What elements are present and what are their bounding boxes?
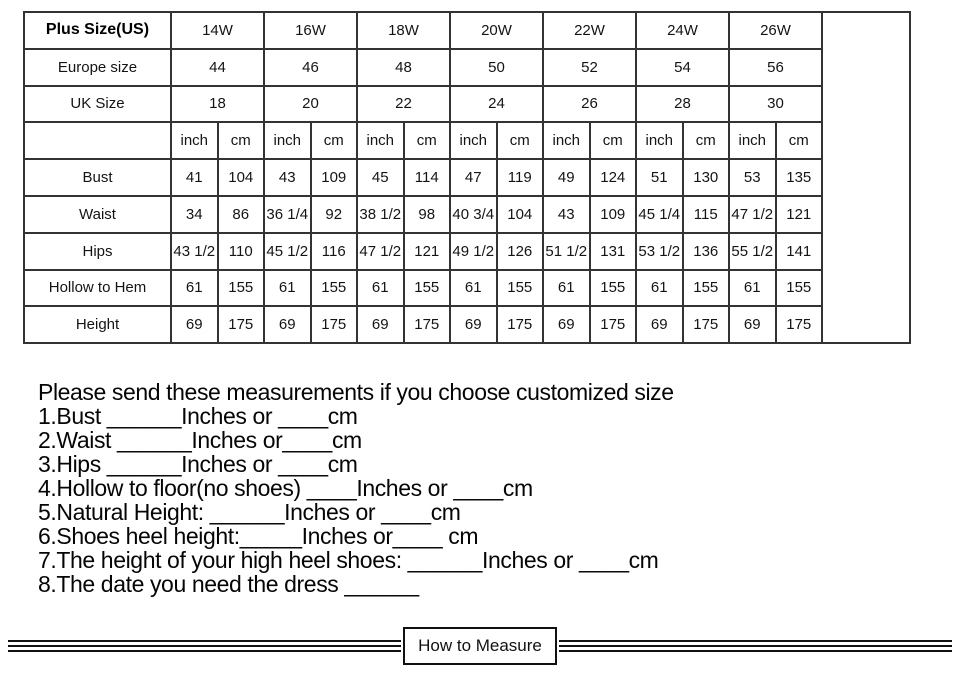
measurement-cell: 109 [311, 159, 358, 196]
size-cell: 22 [357, 86, 450, 123]
measurement-cell: 40 3/4 [450, 196, 497, 233]
measurement-cell: 155 [776, 270, 823, 307]
size-cell: 30 [729, 86, 822, 123]
measurement-cell: 47 1/2 [729, 196, 776, 233]
measurement-cell: 69 [543, 306, 590, 343]
row-label: UK Size [24, 86, 171, 123]
instruction-dress-date: 8.The date you need the dress ______ [38, 571, 419, 597]
size-cell: 22W [543, 12, 636, 49]
how-to-measure-label: How to Measure [403, 627, 557, 665]
measurement-cell: 116 [311, 233, 358, 270]
measurement-cell: 69 [171, 306, 218, 343]
size-cell: 26W [729, 12, 822, 49]
unit-header-cell: cm [776, 122, 823, 159]
measurement-cell: 175 [218, 306, 265, 343]
measurement-cell: 51 1/2 [543, 233, 590, 270]
measurement-cell: 92 [311, 196, 358, 233]
table-row [24, 12, 910, 49]
table-row [24, 196, 910, 233]
measurement-cell: 131 [590, 233, 637, 270]
measurement-cell: 141 [776, 233, 823, 270]
measurement-cell: 121 [776, 196, 823, 233]
divider-line-right [559, 640, 952, 652]
size-cell: 20W [450, 12, 543, 49]
measurement-cell: 61 [543, 270, 590, 307]
table-row [24, 159, 910, 196]
size-cell: 24 [450, 86, 543, 123]
measurement-cell: 110 [218, 233, 265, 270]
row-label: Hollow to Hem [24, 270, 171, 307]
row-label: Waist [24, 196, 171, 233]
unit-header-cell: cm [218, 122, 265, 159]
size-cell: 26 [543, 86, 636, 123]
size-cell: 24W [636, 12, 729, 49]
size-chart-table [23, 11, 911, 344]
measurement-cell: 104 [497, 196, 544, 233]
measurement-instructions [38, 380, 918, 596]
measurement-cell: 36 1/4 [264, 196, 311, 233]
measurement-cell: 69 [729, 306, 776, 343]
measurement-cell: 61 [357, 270, 404, 307]
measurement-cell: 41 [171, 159, 218, 196]
measurement-cell: 43 [543, 196, 590, 233]
measurement-cell: 155 [683, 270, 730, 307]
measurement-cell: 124 [590, 159, 637, 196]
measurement-cell: 61 [636, 270, 683, 307]
measurement-cell: 175 [683, 306, 730, 343]
measurement-cell: 175 [590, 306, 637, 343]
measurement-cell: 135 [776, 159, 823, 196]
instruction-natural-height: 5.Natural Height: ______Inches or ____cm [38, 499, 461, 525]
measurement-cell: 119 [497, 159, 544, 196]
size-cell: 18W [357, 12, 450, 49]
table-row [24, 306, 910, 343]
measurement-cell: 155 [590, 270, 637, 307]
measurement-cell: 51 [636, 159, 683, 196]
measurement-cell: 175 [404, 306, 451, 343]
size-cell: 14W [171, 12, 264, 49]
unit-header-cell: cm [404, 122, 451, 159]
measurement-cell: 61 [264, 270, 311, 307]
size-cell: 50 [450, 49, 543, 86]
measurement-cell: 61 [729, 270, 776, 307]
row-label: Bust [24, 159, 171, 196]
size-cell: 46 [264, 49, 357, 86]
instruction-high-heel-height: 7.The height of your high heel shoes: ______Inches or ____cm [38, 547, 659, 573]
unit-header-cell: inch [543, 122, 590, 159]
instruction-hollow-to-floor: 4.Hollow to floor(no shoes) ____Inches or ____cm [38, 475, 533, 501]
measurement-cell: 115 [683, 196, 730, 233]
how-to-measure-divider [0, 626, 960, 666]
measurement-cell: 49 1/2 [450, 233, 497, 270]
size-cell: 54 [636, 49, 729, 86]
measurement-cell: 49 [543, 159, 590, 196]
row-label: Height [24, 306, 171, 343]
row-label: Europe size [24, 49, 171, 86]
divider-line-left [8, 640, 401, 652]
size-cell: 20 [264, 86, 357, 123]
unit-header-cell: cm [683, 122, 730, 159]
measurement-cell: 55 1/2 [729, 233, 776, 270]
unit-header-cell: inch [450, 122, 497, 159]
unit-header-cell: cm [311, 122, 358, 159]
measurement-cell: 155 [311, 270, 358, 307]
measurement-cell: 45 1/2 [264, 233, 311, 270]
unit-header-cell: inch [729, 122, 776, 159]
table-row [24, 49, 910, 86]
unit-header-cell: cm [590, 122, 637, 159]
measurement-cell: 61 [450, 270, 497, 307]
measurement-cell: 136 [683, 233, 730, 270]
size-cell: 28 [636, 86, 729, 123]
instruction-waist: 2.Waist ______Inches or____cm [38, 427, 362, 453]
measurement-cell: 34 [171, 196, 218, 233]
measurement-cell: 47 1/2 [357, 233, 404, 270]
measurement-cell: 109 [590, 196, 637, 233]
measurement-cell: 175 [776, 306, 823, 343]
measurement-cell: 126 [497, 233, 544, 270]
measurement-cell: 155 [497, 270, 544, 307]
measurement-cell: 47 [450, 159, 497, 196]
measurement-cell: 43 1/2 [171, 233, 218, 270]
instruction-hips: 3.Hips ______Inches or ____cm [38, 451, 358, 477]
instructions-title: Please send these measurements if you choose customized size [38, 379, 674, 405]
measurement-cell: 61 [171, 270, 218, 307]
unit-header-cell: cm [497, 122, 544, 159]
table-row [24, 233, 910, 270]
unit-header-cell: inch [171, 122, 218, 159]
measurement-cell: 175 [311, 306, 358, 343]
measurement-cell: 98 [404, 196, 451, 233]
measurement-cell: 43 [264, 159, 311, 196]
measurement-cell: 114 [404, 159, 451, 196]
measurement-cell: 45 [357, 159, 404, 196]
size-cell: 44 [171, 49, 264, 86]
unit-header-cell: inch [636, 122, 683, 159]
measurement-cell: 86 [218, 196, 265, 233]
measurement-cell: 53 1/2 [636, 233, 683, 270]
instruction-heel-height: 6.Shoes heel height:_____Inches or____ cm [38, 523, 479, 549]
size-cell: 16W [264, 12, 357, 49]
measurement-cell: 69 [636, 306, 683, 343]
measurement-cell: 155 [218, 270, 265, 307]
table-row [24, 270, 910, 307]
measurement-cell: 45 1/4 [636, 196, 683, 233]
measurement-cell: 69 [450, 306, 497, 343]
row-label: Hips [24, 233, 171, 270]
measurement-cell: 53 [729, 159, 776, 196]
row-label: Plus Size(US) [24, 12, 171, 49]
measurement-cell: 175 [497, 306, 544, 343]
measurement-cell: 121 [404, 233, 451, 270]
measurement-cell: 69 [264, 306, 311, 343]
size-cell: 18 [171, 86, 264, 123]
size-cell: 56 [729, 49, 822, 86]
measurement-cell: 69 [357, 306, 404, 343]
size-cell: 48 [357, 49, 450, 86]
measurement-cell: 130 [683, 159, 730, 196]
measurement-cell: 155 [404, 270, 451, 307]
unit-header-cell: inch [264, 122, 311, 159]
table-row [24, 122, 910, 159]
instruction-bust: 1.Bust ______Inches or ____cm [38, 403, 358, 429]
measurement-cell: 104 [218, 159, 265, 196]
size-cell: 52 [543, 49, 636, 86]
table-row [24, 86, 910, 123]
row-label [24, 122, 171, 159]
unit-header-cell: inch [357, 122, 404, 159]
empty-filler-cell [822, 12, 910, 343]
measurement-cell: 38 1/2 [357, 196, 404, 233]
